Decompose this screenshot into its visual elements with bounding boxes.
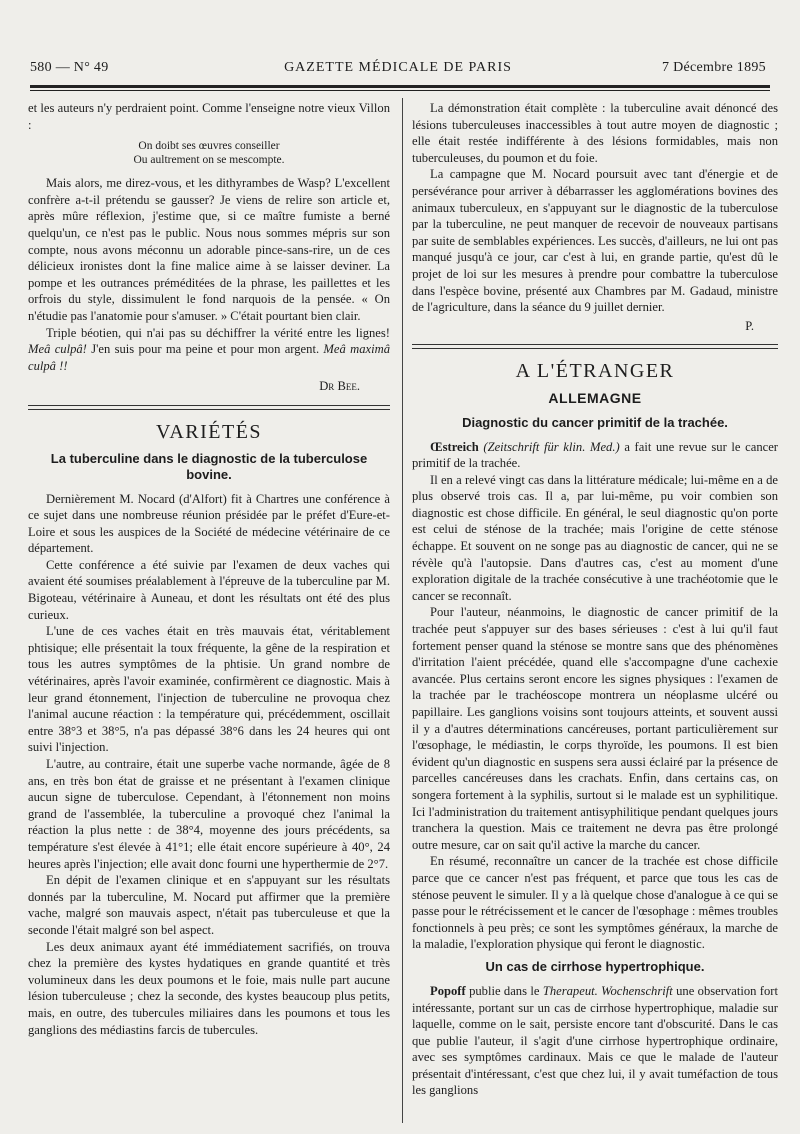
- paragraph: Mais alors, me direz-vous, et les dithyrambes de Wasp? L'excellent confrère a-t-il prétendu se gausser? Je viens de relire son article et, après mûre réflexion, j'estime que, si ce maître fumiste a berné quelqu'un, ce n'est pas le public. Nous nous sommes mépris sur son compte, nous avons méconnu un adorable pince-sans-rire, un de ces délicieux ironistes dont la fine malice aime à se laisser deviner. La pompe et les outrances préméditées de la phrase, les paillettes et les orfrois du style, dissimulent le fond narquois de la pensée. « On n'étudie pas l'anatomie pour s'amuser. » C'était pourtant bien clair.: [28, 176, 390, 323]
- country-heading: ALLEMAGNE: [548, 389, 642, 406]
- paragraph: Cette conférence a été suivie par l'examen de deux vaches qui avaient été soumises préalablement à l'épreuve de la tuberculine par M. Bigoteau, vétérinaire à Auneau, et dont les résultats ont été des plus curieux.: [28, 557, 390, 622]
- article-subtitle: Un cas de cirrhose hypertrophique.: [485, 958, 705, 974]
- article-subtitle: La tuberculine dans le diagnostic de la tuberculose bovine.: [50, 450, 368, 482]
- right-column: [412, 100, 778, 1099]
- paragraph: Pour l'auteur, néanmoins, le diagnostic de cancer primitif de la trachée peut s'appuyer sur des bases sérieuses : c'est à lui qu'il faut fortement penser quand la sténose se montre sans que des phénomènes d'irritation l'aient précédée, quand elle s'accompagne d'une cachexie avancée. Plus certains seront encore les signes physiques : l'examen de la trachée par le trachéoscope montrera un néoplasme ulcéré ou papillaire. Les ganglions voisins sont toujours atteints, et souvent aussi il y a d'autres déterminations cancéreuses, portant particulièrement sur l'œsophage, le médiastin, le corps thyroïde, les poumons. Il est bien évident qu'un diagnostic en suspens sera aussi éclairé par la présence de parcelles cancéreuses dans les crachats. Enfin, dans certains cas, on songera fortement à la syphilis, surtout si le malade est un syphilitique. Ici l'administration du traitement antisyphilitique pendant quelques jours tranchera la question. Mais ce traitement ne devra pas être prolongé outre mesure, car on sait qu'il active la marche du cancer.: [412, 605, 778, 852]
- paragraph: Les deux animaux ayant été immédiatement sacrifiés, on trouva chez la première des kystes hydatiques en grande quantité et très volumineux dans les deux poumons et le foie, mais nulle part aucune lésion tuberculeuse ; chez la seconde, des kystes beaucoup plus petits, mais, en outre, des tubercules miliaires dans les poumons et tous les ganglions des médiastins farcis de tubercules.: [28, 939, 390, 1037]
- paragraph: Il en a relevé vingt cas dans la littérature médicale; lui-même en a de plus observé trois cas. Il a, par lui-même, pu voir combien son diagnostic est chose difficile. En général, le seul diagnostic qu'on porte est celui de sténose de la trachée; mais l'origine de cette sténose échappe. Et souvent on ne songe pas au diagnostic de cancer, qui ne se révèle qu'à l'autopsie. Dans d'autres cas, c'est au moment d'une exploration digitale de la trachée consécutive à une trachéotomie que le cancer se reconnaît.: [412, 472, 778, 603]
- signature: Dr Bee.: [319, 379, 360, 394]
- paragraph: En dépit de l'examen clinique et en s'appuyant sur les résultats donnés par la tuberculine, M. Nocard put affirmer que la première vache, malgré son mauvais aspect, n'était pas tuberculeuse et que la seconde l'était malgré son bel aspect.: [28, 873, 390, 937]
- issue-date: 7 Décembre 1895: [661, 60, 766, 75]
- article-subtitle: Diagnostic du cancer primitif de la trachée.: [462, 414, 728, 430]
- section-title: A L'ÉTRANGER: [515, 360, 675, 383]
- section-rule: [412, 344, 778, 345]
- paragraph: Popoff publie dans le Therapeut. Wochenschrift une observation fort intéressante, portant sur un cas de cirrhose hypertrophique, maladie sur laquelle, comme on le sait, persiste encore tant d'obscurité. Dans le cas que publie l'auteur, il s'agit d'une cirrhose hypertrophique ordinaire, avec ses symptômes cardinaux. Mais ce que le malade de l'auteur présentait d'intéressant, c'est que chez lui, il y avait tuméfaction de tous les ganglions: [412, 983, 778, 1098]
- quote-line: On doibt ses œuvres conseiller: [138, 140, 280, 153]
- section-rule: [28, 405, 390, 406]
- journal-title: GAZETTE MÉDICALE DE PARIS: [284, 60, 512, 75]
- section-title: VARIÉTÉS: [155, 420, 263, 443]
- paragraph: La démonstration était complète : la tuberculine avait dénoncé des lésions tuberculeuses inaccessibles à tout autre moyen de diagnostic ; elle était restée indifférente à des lésions formidables, mais non tuberculeuses, du poumon et du foie.: [412, 101, 778, 165]
- page-number: 580 — N° 49: [30, 60, 109, 75]
- column-divider: [402, 98, 403, 1123]
- paragraph: L'autre, au contraire, était une superbe vache normande, âgée de 8 ans, en très bon état de graisse et ne présentant à l'examen clinique aucun signe de tuberculose. Cependant, à l'étonnement non moins grand de l'assemblée, la tuberculine a provoqué chez l'animal la réaction la plus nette : de 38°4, moyenne des jours précédents, sa température s'est élevée à 41°1; elle était encore supérieure à 40°, 24 heures après l'injection; elle avait donc fourni une hyperthermie de 2°7.: [28, 757, 390, 871]
- section-rule-thin: [28, 409, 390, 410]
- paragraph: et les auteurs n'y perdraient point. Comme l'enseigne notre vieux Villon :: [28, 101, 390, 132]
- paragraph: L'une de ces vaches était en très mauvais état, véritablement phtisique; elle présentait la toux fréquente, la gêne de la respiration et tous les autres symptômes de la phtisie. Un grand nombre de vétérinaires, après l'avoir examinée, confirmèrent ce diagnostic. Mais à leur grand étonnement, l'injection de tuberculine ne provoqua chez l'animal aucune réaction : la température qui, précédemment, oscillait entre 38°3 et 38°5, n'a pas dépassé 38°6 dans les 24 heures qui ont suivi l'injection.: [28, 624, 390, 755]
- paragraph: Œstreich (Zeitschrift für klin. Med.) a fait une revue sur le cancer primitif de la trachée.: [412, 439, 778, 471]
- paragraph: La campagne que M. Nocard poursuit avec tant d'énergie et de persévérance pour arriver à débarrasser les agglomérations bovines des animaux tuberculeux, en s'appuyant sur le diagnostic de la tuberculose par la tuberculine, ne peut manquer de recevoir de nouveaux partisans par suite de semblables expériences. Les succès, d'ailleurs, ne lui ont pas manqué jusqu'à ce jour, car c'est à lui, en grande partie, qu'est dû le projet de loi sur les mesures à prendre pour combattre la tuberculose dans l'espèce bovine, présenté aux Chambres par M. Gadaud, ministre de l'agriculture, dans la séance du 9 juillet dernier.: [412, 167, 778, 315]
- header-rule: [30, 85, 770, 88]
- running-header: [30, 58, 766, 80]
- section-rule-thin: [412, 348, 778, 349]
- paragraph: En résumé, reconnaître un cancer de la trachée est chose difficile parce que ce cancer n'est pas fréquent, et parce que tous les cas de sténose peuvent le simuler. Il y a là quelque chose d'analogue à ce qui se passe pour le rétrécissement et le cancer de l'œsophage : mêmes troubles fonctionnels à peu près; ce sont les symptômes généraux, la marche de la maladie, l'exploration physique qui feront le diagnostic.: [412, 854, 778, 952]
- quote-line: Ou aultrement on se mescompte.: [133, 154, 285, 167]
- paragraph: Triple béotien, qui n'ai pas su déchiffrer la vérité entre les lignes! Meâ culpâ! J'en suis pour ma peine et pour mon argent. Meâ maximâ culpâ !!: [28, 325, 390, 373]
- paragraph: Dernièrement M. Nocard (d'Alfort) fit à Chartres une conférence à ce sujet dans une nombreuse réunion présidée par le préfet d'Eure-et-Loire et sous les auspices de la Société de médecine vétérinaire de ce département.: [28, 491, 390, 556]
- verse-quote: [28, 139, 390, 167]
- header-rule-thin: [30, 90, 770, 91]
- left-column: [28, 100, 390, 1038]
- signature: P.: [745, 318, 754, 333]
